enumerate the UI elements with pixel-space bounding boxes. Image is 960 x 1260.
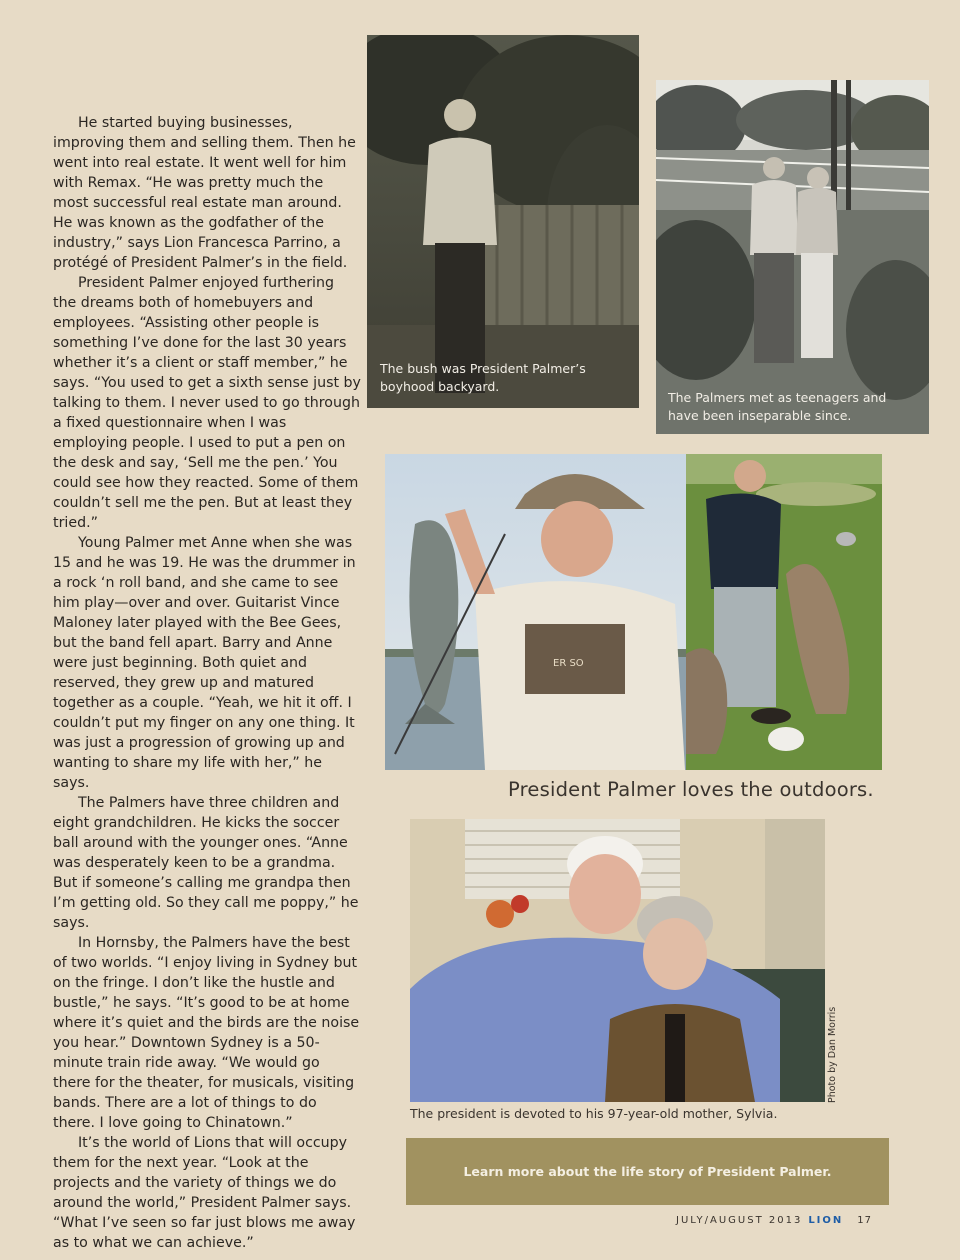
boyhood-photo [367, 35, 639, 408]
kangaroo-photo [686, 454, 882, 770]
article-paragraph-1: He started buying businesses, improving them and selling them. Then he went into real estate. It went well for him with Remax. “He was pretty much the most successful real estate man around. He was known as the godfather of the industry,” says Lion Francesca Parrino, a protégé of President Palmer’s in the field. [53, 115, 356, 271]
article-paragraph-4: The Palmers have three children and eight grandchildren. He kicks the soccer ball around with the younger ones. “Anne was desperately keen to be a grandma. But if someone’s calling me grandpa then I’m getting old. So they call me poppy,” he says. [53, 795, 359, 931]
shirt-print-text: ER SO [553, 658, 584, 669]
issue-date: JULY/AUGUST 2013 [676, 1215, 803, 1226]
mother-caption: The president is devoted to his 97-year-old mother, Sylvia. [410, 1106, 778, 1121]
teenagers-caption: The Palmers met as teenagers and have been inseparable since. [668, 390, 887, 423]
article-paragraph-2: President Palmer enjoyed furthering the dreams both of homebuyers and employees. “Assisting other people is something I’ve done for the last 30 years whether it’s a client or staff member,” he says. “You used to get a sixth sense just by talking to them. I never used to go through a fixed questionnaire when I was employing people. I used to put a pen on the desk and say, ‘Sell me the pen.’ You could see how they reacted. Some of them couldn’t sell me the pen. But at least they tried.” [53, 275, 361, 531]
outdoors-caption: President Palmer loves the outdoors. [508, 778, 874, 801]
page-footer [676, 1215, 876, 1226]
article-paragraph-6: It’s the world of Lions that will occupy them for the next year. “Look at the projects and the variety of things we do around the world,” President Palmer says. “What I’ve seen so far just blows me away as to what we can achieve.” [53, 1135, 356, 1251]
page-number: 17 [857, 1215, 873, 1226]
teenagers-photo [656, 80, 929, 434]
article-body [53, 113, 361, 1253]
mother-photo [410, 819, 825, 1102]
fishing-photo [385, 454, 686, 770]
learn-more-box [406, 1138, 889, 1205]
article-paragraph-3: Young Palmer met Anne when she was 15 and he was 19. He was the drummer in a rock ‘n roll band, and she came to see him play—over and over. Guitarist Vince Maloney later played with the Bee Gees, but the band fell apart. Barry and Anne were just beginning. Both quiet and reserved, they grew up and matured together as a couple. “Yeah, we hit it off. I couldn’t put my finger on any one thing. It was just a progression of growing up and wanting to share my life with her,” he says. [53, 535, 356, 791]
magazine-brand: LION [808, 1215, 844, 1226]
photo-credit: Photo by Dan Morris [827, 1006, 838, 1103]
boyhood-caption: The bush was President Palmer’s boyhood backyard. [380, 361, 586, 394]
article-paragraph-5: In Hornsby, the Palmers have the best of two worlds. “I enjoy living in Sydney but on the fringe. I don’t like the hustle and bustle,” he says. “It’s good to be at home where it’s quiet and the birds are the noise you hear.” Downtown Sydney is a 50-minute train ride away. “We would go there for the theater, for musicals, visiting bands. There are a lot of things to do there. I love going to Chinatown.” [53, 935, 360, 1131]
learn-more-link[interactable]: Learn more about the life story of President Palmer. [463, 1164, 832, 1179]
